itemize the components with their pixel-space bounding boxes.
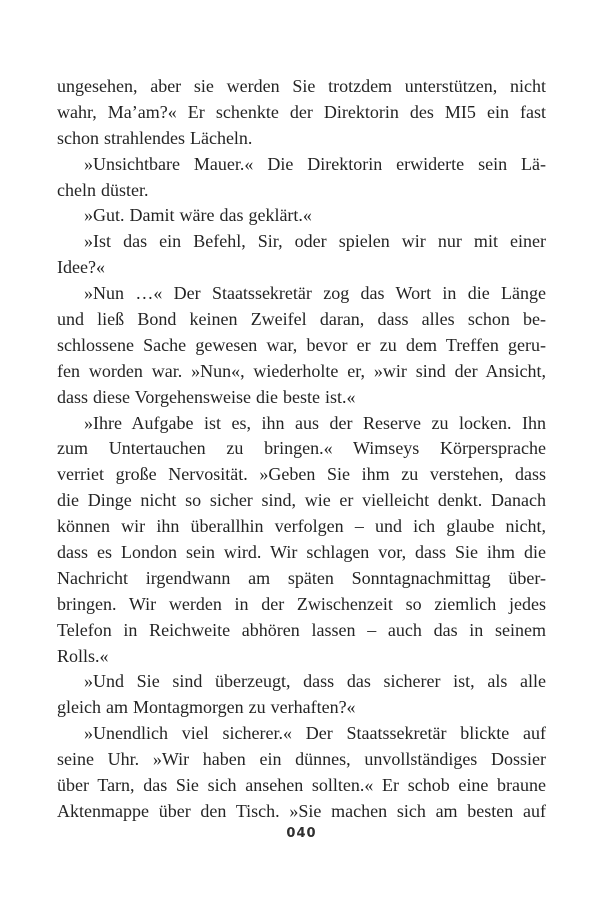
text-line: die Dinge nicht so sicher sind, wie er vielleicht denkt. Danach [57,490,546,511]
text-line: fen worden war. »Nun«, wiederholte er, »wir sind der Ansicht, [57,360,546,381]
text-line: »Gut. Damit wäre das geklärt.« [84,205,312,226]
text-line: ungesehen, aber sie werden Sie trotzdem unterstützen, nicht [57,76,546,96]
body-text [57,74,546,825]
text-line: verriet große Nervosität. »Geben Sie ihm zu verstehen, dass [57,464,546,485]
text-line: schlossene Sache gewesen war, bevor er zu dem Treffen geru- [57,334,546,355]
text-line: »Unendlich viel sicherer.« Der Staatssekretär blickte auf [84,723,546,744]
text-line: zum Untertauchen zu bringen.« Wimseys Körpersprache [57,438,546,459]
text-line: Telefon in Reichweite abhören lassen – auch das in seinem [57,619,546,640]
text-line: Rolls.« [57,645,109,666]
text-line: seine Uhr. »Wir haben ein dünnes, unvollständiges Dossier [57,749,546,770]
text-line: schon strahlendes Lächeln. [57,127,253,148]
text-line: cheln düster. [57,179,149,200]
text-line: Idee?« [57,257,105,278]
text-line: Nachricht irgendwann am späten Sonntagnachmittag über- [57,567,546,588]
text-line: »Ist das ein Befehl, Sir, oder spielen wir nur mit einer [84,231,546,252]
text-line: bringen. Wir werden in der Zwischenzeit so ziemlich jedes [57,593,546,614]
text-line: und ließ Bond keinen Zweifel daran, dass alles schon be- [57,309,546,330]
text-line: können wir ihn überallhin verfolgen – und ich glaube nicht, [57,516,546,537]
text-line: Aktenmappe über den Tisch. »Sie machen sich am besten auf [57,800,546,821]
text-line: über Tarn, das Sie sich ansehen sollten.« Er schob eine braune [57,775,546,796]
text-line: gleich am Montagmorgen zu verhaften?« [57,697,356,718]
text-line: dass es London sein wird. Wir schlagen vor, dass Sie ihm die [57,542,546,563]
text-line: dass diese Vorgehensweise die beste ist.« [57,386,356,407]
page-number: 040 [286,826,317,841]
text-line: »Unsichtbare Mauer.« Die Direktorin erwiderte sein Lä- [84,153,546,174]
text-line: »Und Sie sind überzeugt, dass das sicherer ist, als alle [84,671,546,692]
text-line: »Nun …« Der Staatssekretär zog das Wort in die Länge [84,283,546,304]
text-line: »Ihre Aufgabe ist es, ihn aus der Reserve zu locken. Ihn [84,412,546,433]
text-line: wahr, Ma’am?« Er schenkte der Direktorin des MI5 ein fast [57,101,546,122]
